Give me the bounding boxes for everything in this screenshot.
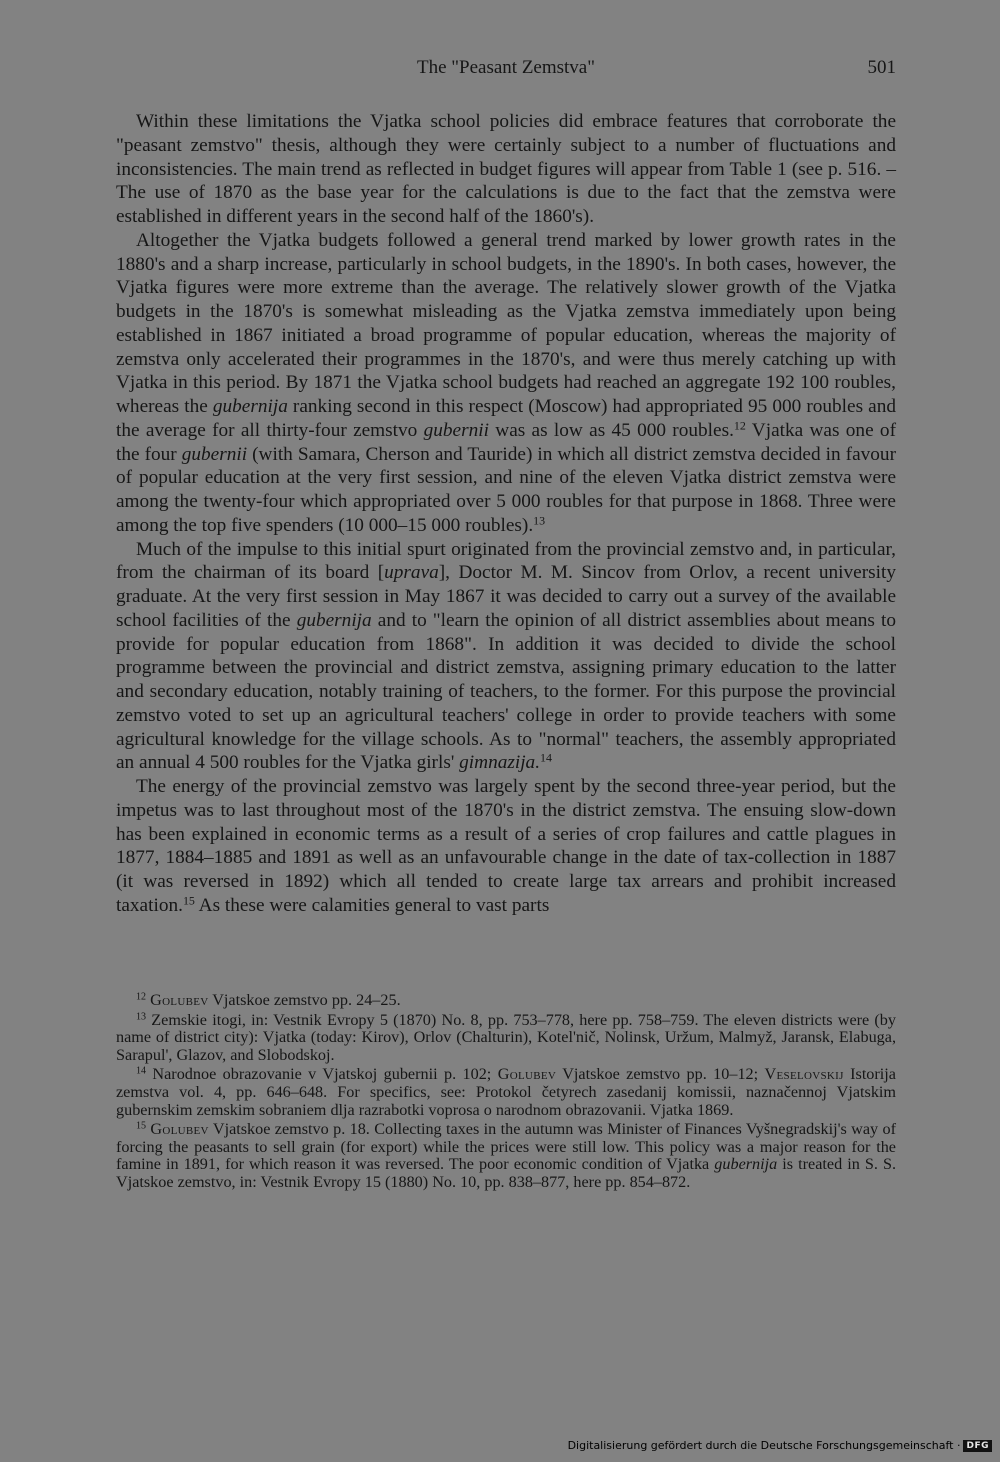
footnote-14 <box>116 1066 896 1119</box>
text-run: Vjatskoe zemstvo pp. 10–12; <box>556 1065 765 1084</box>
dfg-logo: DFG <box>963 1440 992 1452</box>
footnote-ref: 12 <box>733 418 746 433</box>
footnotes <box>116 992 896 1192</box>
italic-term: uprava <box>384 562 439 584</box>
paragraph-1: Within these limitations the Vjatka school policies did embrace features that corroborate the "peasant zemstvo" thesis, although they were certainly subject to a number of fluctuations and inconsistencies. The main trend as reflected in budget figures will appear from Table 1 (see p. 516. – The use of 1870 as the base year for the calculations is due to the fact that the zemstva were established in different years in the second half of the 1860's). <box>116 111 896 227</box>
text-run: Narodnoe obrazovanie v Vjatskoj gubernii p. 102; <box>146 1065 498 1084</box>
footnote-15 <box>116 1121 896 1191</box>
footnote-ref: 13 <box>533 513 546 528</box>
footnote-ref: 15 <box>182 893 195 908</box>
running-title: The "Peasant Zemstva" <box>416 57 595 78</box>
text-run: Much of the impulse to this initial spurt originated from the provincial zemstvo and, in particular, from the chairman of its board [ <box>116 538 896 584</box>
italic-term: gubernija <box>212 396 288 417</box>
text-run: As these were calamities general to vast parts <box>194 894 550 916</box>
text-run: Altogether the Vjatka budgets followed a general trend marked by lower growth rates in the 1880's and a sharp increase, particularly in school budgets, in the 1890's. In both cases, however, the Vjatka figures were more extreme than the average. The relatively slower growth of the Vjatka budgets in the 1870's is somewhat misleading as the Vjatka zemstva immediately upon being established in 1867 initiated a broad programme of popular education, whereas the majority of zemstva only accelerated their programmes in the 1870's, and were thus merely catching up with Vjatka in this period. By 1871 the Vjatka school budgets had reached an aggregate 192 100 roubles, whereas the <box>116 229 896 417</box>
body-text <box>116 110 896 918</box>
text-run: Zemskie itogi, in: Vestnik Evropy 5 (1870) No. 8, pp. 753–778, here pp. 758–759. The eleven districts were (by name of district city): Vjatka (today: Kirov), Orlov (Chalturin), Kotel'nič, Nolinsk, Uržum, Malmyž, Jaransk, Elabuga, Sarapul', Glazov, and Slobodskoj. <box>116 1010 896 1064</box>
digitization-note: Digitalisierung gefördert durch die Deutsche Forschungsgemeinschaft · <box>567 1439 961 1452</box>
footnote-12 <box>116 992 896 1010</box>
text-run: was as low as 45 000 roubles. <box>488 419 734 441</box>
running-header <box>116 57 896 83</box>
italic-term: gubernija <box>714 1155 778 1174</box>
text-run: Vjatskoe zemstvo pp. 24–25. <box>208 991 401 1009</box>
footnote-number: 12 <box>136 991 147 1003</box>
text-run: ranking second in this respect (Moscow) had appropriated 95 000 roubles and the average for all thirty-four zemstvo <box>116 396 897 441</box>
text-run: Vjatskoe zemstvo p. 18. Collecting taxes in the autumn was Minister of Finances Vyšnegradskij's way of forcing the peasants to sell grain (for export) while the prices were still low. This policy was a major reason for the famine in 1891, for which reason it was reversed. The poor economic condition of Vjatka <box>116 1120 897 1174</box>
text-run: and to "learn the opinion of all district assemblies about means to provide for popular education from 1868". In addition it was decided to divide the school programme between the provincial and district zemstva, assigning primary education to the latter and secondary education, notably training of teachers, to the former. For this purpose the provincial zemstvo voted to set up an agricultural teachers' college in order to provide teachers with some agricultural knowledge for the village schools. As to "normal" teachers, the assembly appropriated an annual 4 500 roubles for the Vjatka girls' <box>116 609 896 774</box>
paragraph-3 <box>116 538 896 776</box>
author-name: Golubev <box>150 991 209 1009</box>
footnote-13 <box>116 1012 896 1065</box>
author-name: Golubev <box>497 1065 557 1084</box>
text-run: Vjatka was one of the four <box>116 419 896 465</box>
paragraph-4 <box>116 775 896 918</box>
footnote-number: 13 <box>136 1011 147 1023</box>
text-run: ], Doctor M. M. Sincov from Orlov, a recent university graduate. At the very first session in May 1867 it was decided to carry out a survey of the available school facilities of the <box>116 562 896 631</box>
footnote-number: 15 <box>136 1120 147 1132</box>
text-run: The energy of the provincial zemstvo was largely spent by the second three-year period, but the impetus was to last throughout most of the 1870's in the district zemstva. The ensuing slow-down has been explained in economic terms as a result of a series of crop failures and cattle plagues in 1877, 1884–1885 and 1891 as well as an unfavourable change in the date of tax-collection in 1887 (it was reversed in 1892) which all tended to create large tax arrears and prohibit increased taxation. <box>116 776 896 916</box>
digitization-footer <box>568 1439 992 1452</box>
author-name: Veselovskij <box>764 1065 844 1084</box>
italic-term: gubernii <box>423 419 489 441</box>
italic-term: gubernii <box>181 443 248 465</box>
italic-term: gimnazija. <box>459 752 541 774</box>
page-number: 501 <box>867 57 896 78</box>
text-run: (with Samara, Cherson and Tauride) in which all district zemstva decided in favour of popular education at the very first session, and nine of the eleven Vjatka district zemstva were among the twenty-four which appropriated over 5 000 roubles for that purpose in 1868. Three were among the top five spenders (10 000–15 000 roubles). <box>116 443 896 536</box>
footnote-number: 14 <box>136 1065 147 1077</box>
footnote-ref: 14 <box>540 750 552 765</box>
paragraph-2 <box>116 229 896 538</box>
author-name: Golubev <box>150 1120 209 1139</box>
italic-term: gubernija <box>296 609 372 631</box>
text-run: Istorija zemstva vol. 4, pp. 646–648. For specifics, see: Protokol četyrech zasedanij komissii, naznačennoj Vjatskim gubernskim zemskim sobraniem dlja razrabotki voprosa o narodnom obrazovanii. Vjatka 1869. <box>116 1065 896 1119</box>
text-run: is treated in S. S. Vjatskoe zemstvo, in: Vestnik Evropy 15 (1880) No. 10, pp. 838–877, here pp. 854–872. <box>116 1155 896 1191</box>
